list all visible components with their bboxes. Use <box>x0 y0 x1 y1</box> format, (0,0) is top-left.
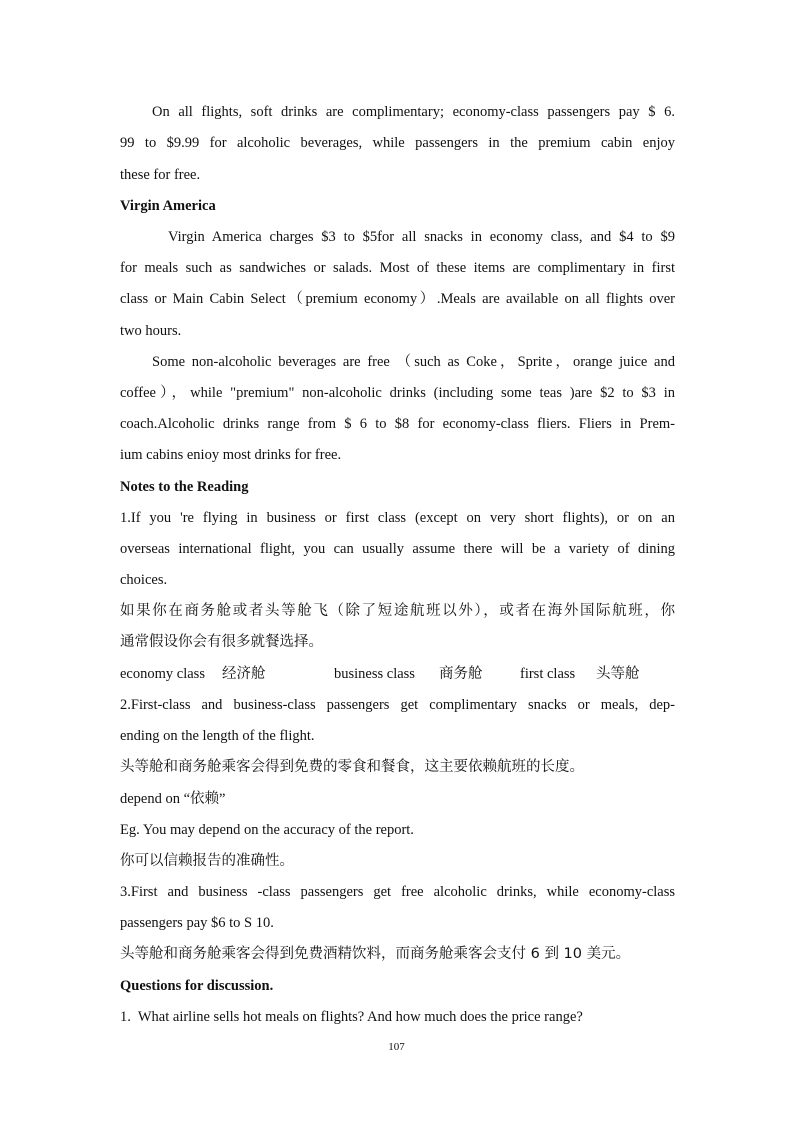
section-heading: Notes to the Reading <box>120 479 249 495</box>
glossary-term: business class <box>334 666 415 682</box>
example-line: Eg. You may depend on the accuracy of the report. <box>120 822 414 838</box>
paragraph-line: 99 to $9.99 for alcoholic beverages, while passengers in the premium cabin enjoy <box>120 135 675 151</box>
translation-line: 头等舱和商务舱乘客会得到免费酒精饮料，而商务舱乘客会支付 6 到 10 美元。 <box>120 946 631 962</box>
glossary-translation: 头等舱 <box>596 666 640 682</box>
paragraph-line: ending on the length of the flight. <box>120 728 315 744</box>
section-heading: Questions for discussion. <box>120 978 274 994</box>
paragraph-line: Virgin America charges $3 to $5for all snacks in economy class, and $4 to $9 <box>168 229 675 245</box>
paragraph-line: Some non-alcoholic beverages are free （such as Coke，Sprite，orange juice and <box>152 354 675 370</box>
page-number: 107 <box>388 1041 405 1053</box>
paragraph-line: ium cabins enioy most drinks for free. <box>120 447 342 463</box>
glossary-translation: 经济舱 <box>222 666 266 682</box>
paragraph-line: class or Main Cabin Select（premium economy）.Meals are available on all flights over <box>120 291 675 307</box>
translation-line: 头等舱和商务舱乘客会得到免费的零食和餐食，这主要依赖航班的长度。 <box>120 759 584 775</box>
paragraph-line: two hours. <box>120 323 182 339</box>
translation-line: 你可以信赖报告的准确性。 <box>120 853 294 869</box>
question-line: 1. What airline sells hot meals on flights? And how much does the price range? <box>120 1009 583 1025</box>
paragraph-line: 1.If you 're flying in business or first class (except on very short flights), or on an <box>120 510 675 526</box>
paragraph-line: choices. <box>120 572 168 588</box>
vocabulary-line: depend on “依赖” <box>120 791 226 807</box>
glossary-row <box>120 664 675 684</box>
paragraph-line: these for free. <box>120 167 201 183</box>
paragraph-line: coach.Alcoholic drinks range from $ 6 to $8 for economy-class fliers. Fliers in Prem- <box>120 416 675 432</box>
paragraph-line: passengers pay $6 to S 10. <box>120 915 274 931</box>
glossary-term: first class <box>520 666 576 682</box>
glossary-translation: 商务舱 <box>439 666 483 682</box>
paragraph-line: On all flights, soft drinks are complimentary; economy-class passengers pay $ 6. <box>152 104 675 120</box>
translation-line: 通常假设你会有很多就餐选择。 <box>120 634 323 650</box>
paragraph-line: for meals such as sandwiches or salads. Most of these items are complimentary in first <box>120 260 675 276</box>
translation-line: 如果你在商务舱或者头等舱飞（除了短途航班以外），或者在海外国际航班，你 <box>120 603 675 619</box>
paragraph-line: 3.First and business -class passengers get free alcoholic drinks, while economy-class <box>120 884 675 900</box>
glossary-term: economy class <box>120 666 205 682</box>
paragraph-line: overseas international flight, you can usually assume there will be a variety of dining <box>120 541 675 557</box>
paragraph-line: 2.First-class and business-class passengers get complimentary snacks or meals, dep- <box>120 697 675 713</box>
paragraph-line: coffee），while "premium" non-alcoholic drinks (including some teas )are $2 to $3 in <box>120 385 675 401</box>
section-heading: Virgin America <box>120 198 216 214</box>
